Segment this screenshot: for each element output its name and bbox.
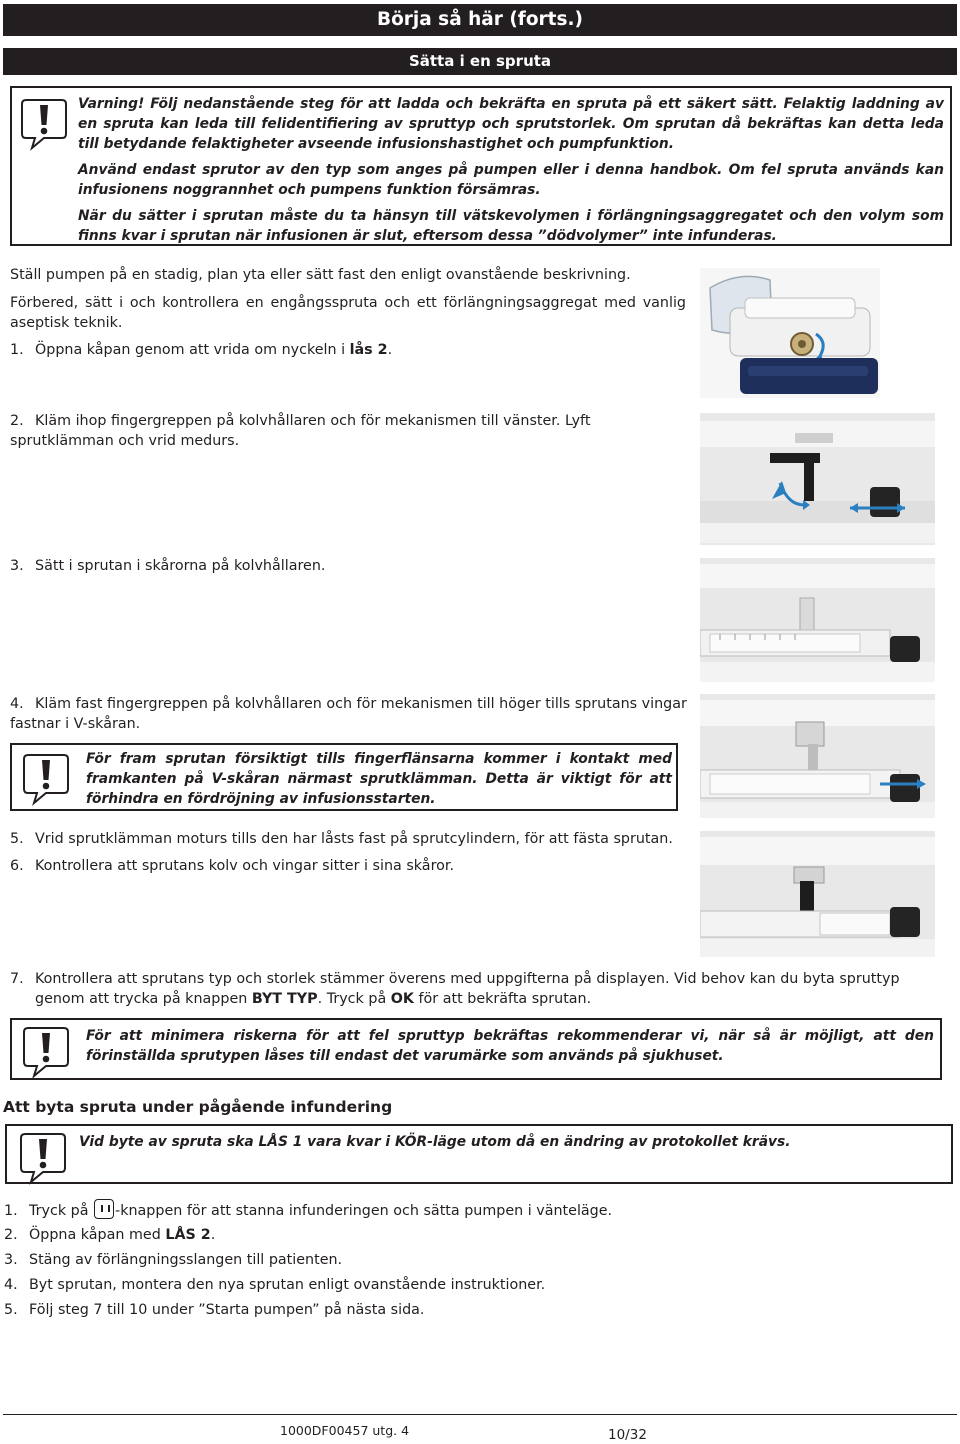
warning-icon xyxy=(20,96,68,152)
warning-step-7-text: För att minimera riskerna för att fel spruttyp bekräftas rekommenderar vi, när så är möjligt, att den förinställda sprutypen låses till endast det varumärke som används på sjukhuset. xyxy=(86,1028,934,1064)
plunger-holder-photo-step-2 xyxy=(700,413,935,545)
intro-line-1: Ställ pumpen på en stadig, plan yta eller sätt fast den enligt ovanstående beskrivning. xyxy=(10,267,631,283)
warning-paragraph-2: Använd endast sprutor av den typ som anges på pumpen eller i denna handbok. Om fel spruta används kan infusionens noggrannhet och pumpens funktion försämras. xyxy=(78,162,944,198)
warning-paragraph-1: Varning! Följ nedanstående steg för att ladda och bekräfta en spruta på ett säkert sätt. Felaktig laddning av en spruta kan leda till felidentifiering av spruttyp och sprutstorlek. Om sprutan då bekräftas kan detta leda till betydande felaktigheter avseende infusionshastighet och pumpfunktion. xyxy=(78,96,944,152)
section-title: Sätta i en spruta xyxy=(3,48,957,75)
step-5: 5. Vrid sprutklämman moturs tills den har låsts fast på sprutcylindern, för att fästa sprutan. xyxy=(10,831,673,847)
page-title: Börja så här (forts.) xyxy=(3,4,957,36)
change-step-4: 4. Byt sprutan, montera den nya sprutan enligt ovanstående instruktioner. xyxy=(4,1277,546,1293)
step-6: 6. Kontrollera att sprutans kolv och vingar sitter i sina skåror. xyxy=(10,858,454,874)
change-step-5: 5. Följ steg 7 till 10 under ”Starta pumpen” på nästa sida. xyxy=(4,1302,425,1318)
change-step-2: 2. Öppna kåpan med LÅS 2. xyxy=(4,1227,216,1243)
warning-icon xyxy=(22,1024,70,1080)
warning-box-change-syringe xyxy=(5,1124,953,1184)
warning-paragraph-3: När du sätter i sprutan måste du ta hänsyn till vätskevolymen i förlängningsaggregatet och den volym som finns kvar i sprutan när infusionen är slut, eftersom dessa ”dödvolymer” inte infunderas. xyxy=(78,208,944,244)
step-4: 4. Kläm fast fingergreppen på kolvhållaren och för mekanismen till höger tills sprutans vingar fastnar i V-skåran. xyxy=(10,696,687,732)
footer-page-number: 10/32 xyxy=(608,1427,647,1443)
warning-change-syringe-text: Vid byte av spruta ska LÅS 1 vara kvar i KÖR-läge utom då en ändring av protokollet krävs. xyxy=(79,1134,791,1150)
warning-step-4-text: För fram sprutan försiktigt tills fingerflänsarna kommer i kontakt med framkanten på V-skåran närmast sprutklämman. Detta är viktigt för att förhindra en fördröjning av infusionsstarten. xyxy=(86,751,672,807)
pause-key-icon xyxy=(94,1199,114,1219)
step-1: 1. Öppna kåpan genom att vrida om nyckeln i lås 2. xyxy=(10,342,393,358)
change-step-3: 3. Stäng av förlängningsslangen till patienten. xyxy=(4,1252,343,1268)
syringe-insert-photo-step-3 xyxy=(700,558,935,682)
pump-photo-open-cover xyxy=(700,268,880,398)
step-3: 3. Sätt i sprutan i skårorna på kolvhållaren. xyxy=(10,558,326,574)
intro-line-2: Förbered, sätt i och kontrollera en engångsspruta och ett förlängningsaggregat med vanlig aseptisk teknik. xyxy=(10,295,686,331)
footer-doc-id: 1000DF00457 utg. 4 xyxy=(280,1423,410,1438)
warning-box-main xyxy=(10,86,952,246)
footer-divider xyxy=(3,1414,957,1415)
warning-box-step-4 xyxy=(10,743,678,811)
step-2: 2. Kläm ihop fingergreppen på kolvhållaren och för mekanismen till vänster. Lyft sprutklämman och vrid medurs. xyxy=(10,413,591,449)
warning-box-step-7 xyxy=(10,1018,942,1080)
change-syringe-heading: Att byta spruta under pågående infundering xyxy=(3,1098,393,1116)
syringe-secure-photo-step-4 xyxy=(700,694,935,818)
syringe-check-photo-step-6 xyxy=(700,831,935,957)
step-7: 7. Kontrollera att sprutans typ och storlek stämmer överens med uppgifterna på displayen. Vid behov kan du byta spruttyp genom att trycka på knappen BYT TYP. Tryck på OK för att bekräfta sprutan. xyxy=(10,971,900,1007)
warning-icon xyxy=(19,1130,67,1186)
change-step-1: 1. Tryck på -knappen för att stanna infunderingen och sätta pumpen i vänteläge. xyxy=(4,1199,904,1221)
warning-icon xyxy=(22,751,70,807)
